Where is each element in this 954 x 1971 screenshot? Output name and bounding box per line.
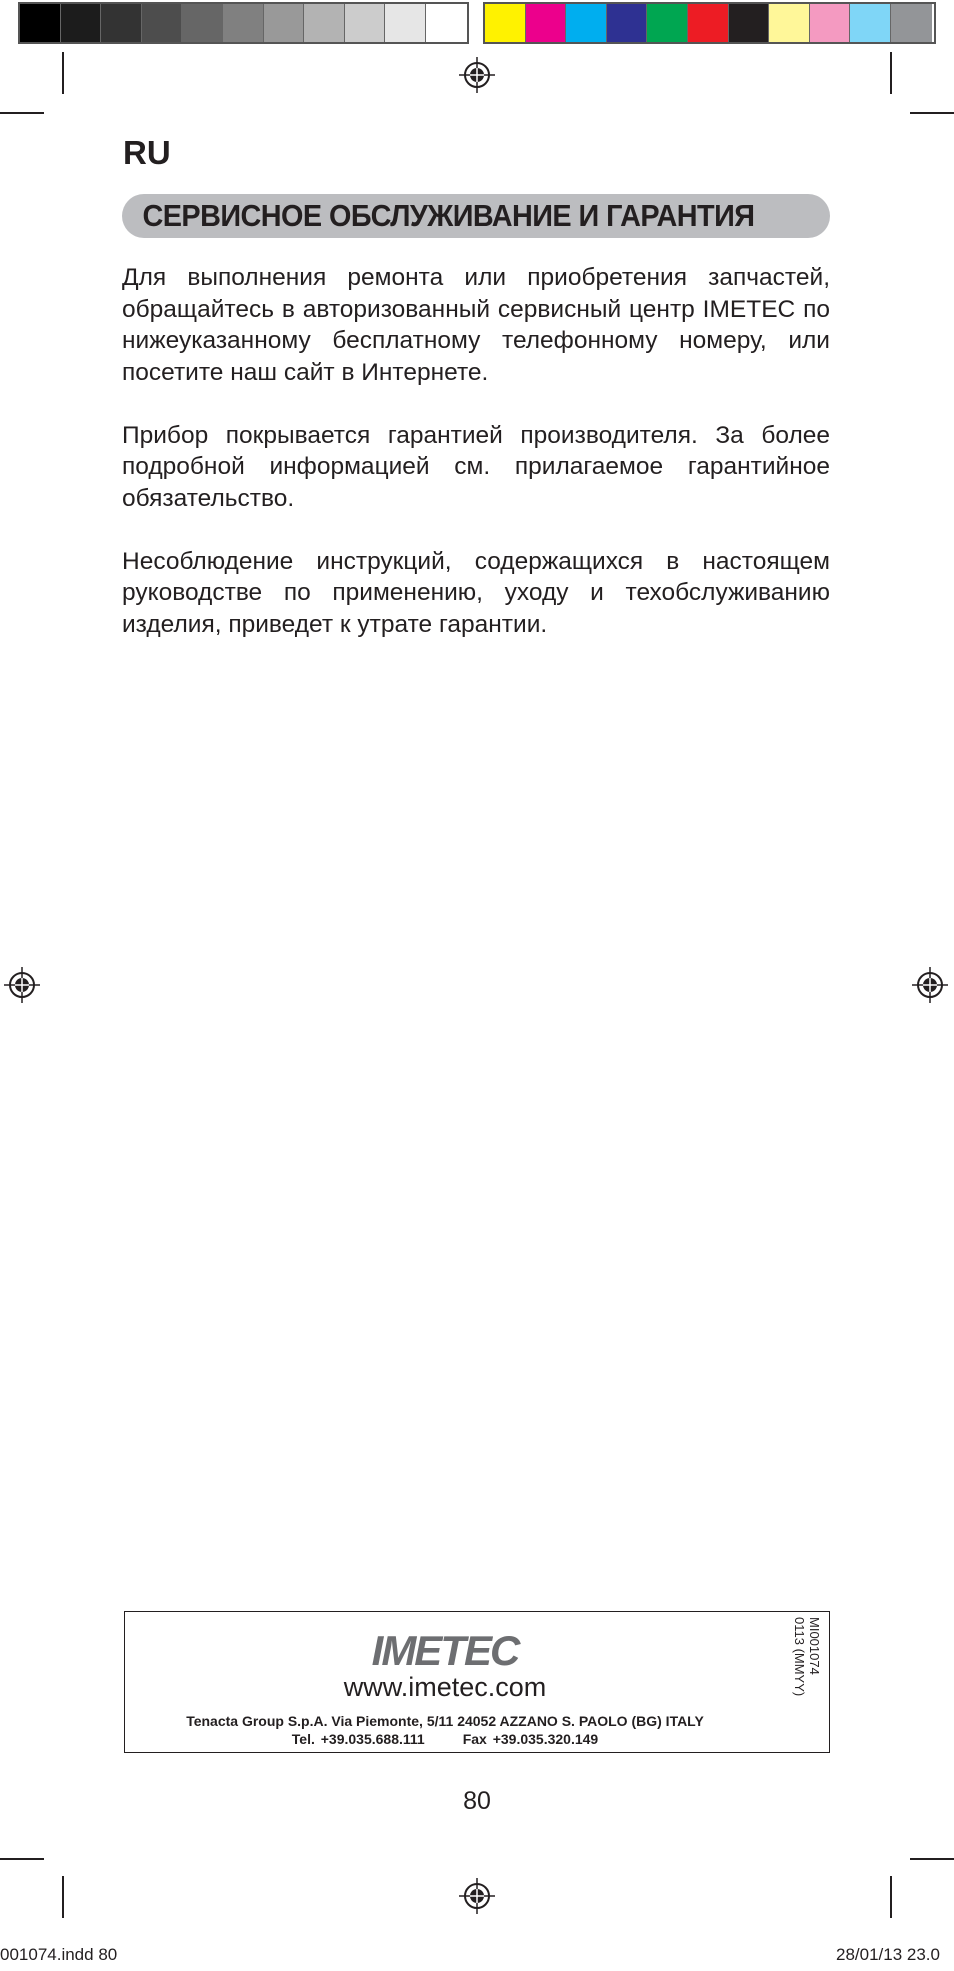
paragraph-warranty-loss: Несоблюдение инструкций, содержащихся в настоящем руководстве по применению, уходу и техобслуживанию изделия, приведет к утрате гарантии.	[122, 547, 830, 638]
crop-mark-bottom-right-vertical	[890, 1876, 892, 1918]
gray-swatch-4	[142, 4, 183, 42]
crop-mark-top-right-horizontal	[910, 112, 954, 114]
color-swatch-10	[850, 4, 891, 42]
document-code-number: MI001074	[807, 1617, 822, 1675]
fax-number: Fax +39.035.320.149	[462, 1731, 599, 1747]
color-swatch-2	[526, 4, 567, 42]
color-swatch-8	[769, 4, 810, 42]
color-swatch-1	[485, 4, 526, 42]
gray-swatch-8	[304, 4, 345, 42]
crop-mark-bottom-left-horizontal	[0, 1858, 44, 1860]
company-address: Tenacta Group S.p.A. Via Piemonte, 5/11 24052 AZZANO S. PAOLO (BG) ITALY	[186, 1713, 704, 1729]
color-swatch-11	[891, 4, 932, 42]
paragraph-service: Для выполнения ремонта или приобретения запчастей, обращайтесь в авторизованный сервисный центр IMETEC по нижеуказанному бесплатному телефонному номеру, или посетите наш сайт в Интернете.	[122, 264, 830, 386]
document-code-date: 0113 (MMYY)	[792, 1617, 807, 1697]
section-title: СЕРВИСНОЕ ОБСЛУЖИВАНИЕ И ГАРАНТИЯ	[142, 198, 755, 233]
paragraph-warranty: Прибор покрывается гарантией производителя. За более подробной информацией см. прилагаемое гарантийное обязательство.	[122, 421, 830, 512]
document-code	[792, 1617, 822, 1748]
gray-swatch-7	[264, 4, 305, 42]
color-swatch-9	[810, 4, 851, 42]
section-title-banner	[122, 194, 830, 238]
gray-swatch-1	[20, 4, 61, 42]
language-code: RU	[123, 134, 171, 171]
registration-mark-icon	[459, 1878, 495, 1914]
gray-swatch-3	[101, 4, 142, 42]
crop-mark-bottom-right-horizontal	[910, 1858, 954, 1860]
imetec-logo: IMETEC	[371, 1627, 519, 1674]
crop-mark-top-left-horizontal	[0, 112, 44, 114]
registration-mark-icon	[459, 57, 495, 93]
gray-swatch-5	[182, 4, 223, 42]
color-swatch-3	[566, 4, 607, 42]
gray-swatch-11	[426, 4, 467, 42]
manufacturer-info-box	[124, 1611, 830, 1753]
gray-swatch-9	[345, 4, 386, 42]
color-swatch-7	[729, 4, 770, 42]
crop-mark-bottom-left-vertical	[62, 1876, 64, 1918]
color-swatch-4	[607, 4, 648, 42]
color-swatch-5	[647, 4, 688, 42]
registration-mark-icon	[4, 967, 40, 1003]
body-text	[122, 262, 830, 672]
website-text: www.imetec.com	[343, 1672, 547, 1702]
contact-numbers	[125, 1730, 765, 1748]
telephone-number: Tel. +39.035.688.111	[291, 1731, 425, 1747]
gray-swatch-10	[385, 4, 426, 42]
crop-mark-top-right-vertical	[890, 52, 892, 94]
grayscale-calibration-bar	[18, 2, 469, 44]
slug-date-info: 28/01/13 23.0	[836, 1945, 940, 1964]
page-number: 80	[463, 1787, 491, 1815]
gray-swatch-6	[223, 4, 264, 42]
slug-file-info: 001074.indd 80	[0, 1945, 118, 1964]
crop-mark-top-left-vertical	[62, 52, 64, 94]
color-swatch-6	[688, 4, 729, 42]
gray-swatch-2	[61, 4, 102, 42]
registration-mark-icon	[912, 967, 948, 1003]
color-calibration-bar	[483, 2, 936, 44]
